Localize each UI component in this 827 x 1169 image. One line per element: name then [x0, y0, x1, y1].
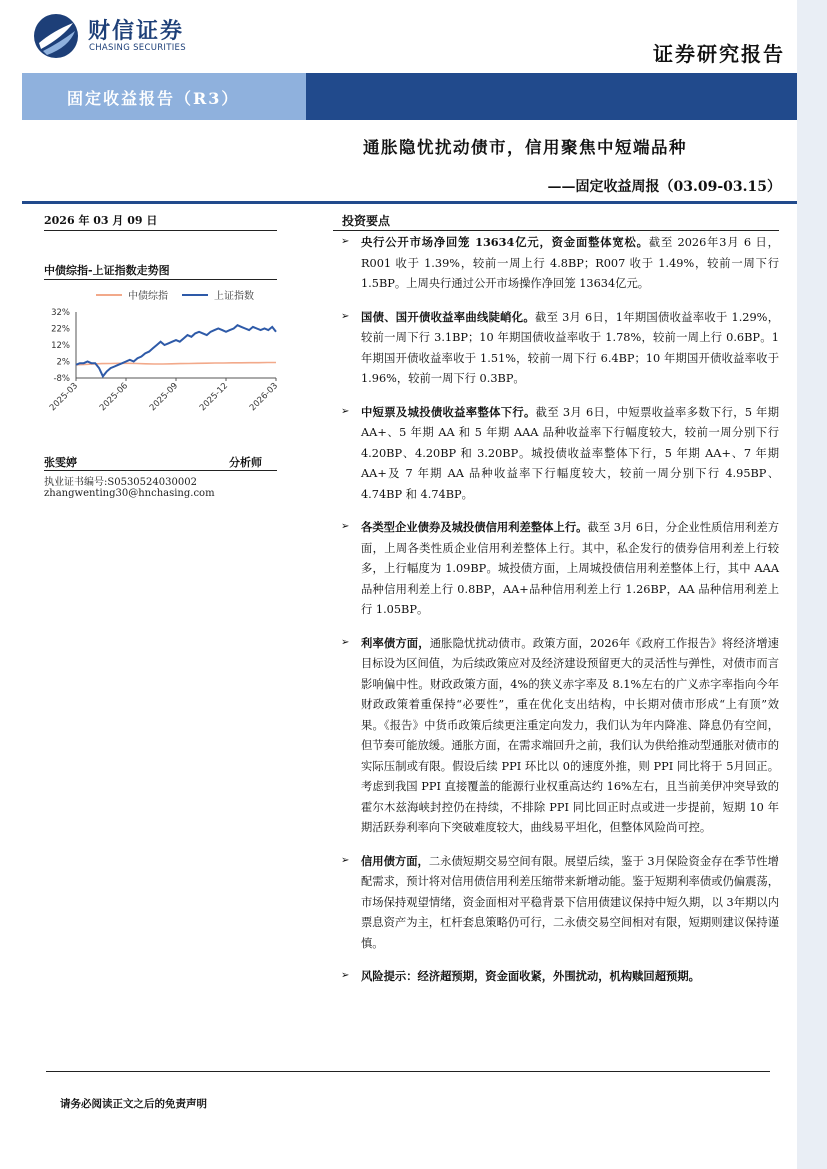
key-point-text: 截至 3月 6日，分企业性质信用利差方面，上周各类性质企业信用利差整体上行。其中，私企发行的债券信用利差上行较多，上行幅度为 1.09BP。城投债方面，上周城投债信用利差整体上行，其中 AAA 品种信用利差上行 0.8BP，AA+品种信用利差上行 1.26BP，AA 品种信用利差上行 1.05BP。 — [361, 521, 779, 616]
key-point-lead: 利率债方面， — [361, 635, 430, 650]
report-title: 通胀隐忧扰动债市，信用聚焦中短端品种 — [363, 138, 687, 157]
analyst-divider — [44, 470, 277, 471]
key-point-text: 通胀隐忧扰动债市。政策方面，2026年《政府工作报告》将经济增速目标设为区间值，为后续政策应对及经济建设预留更大的灵活性与弹性，对债市而言影响偏中性。财政政策方面，4%的狭义赤字率及 8.1%左右的广义赤字率指向今年财政政策着重保持“必要性”，重在优化支出结构，中长期对债市形成“上有顶”效果。《报告》中货币政策后续更注重定向发力，我们认为年内降准、降息仍有空间，但节奏可能放缓。通胀方面，在需求端回升之前，我们认为供给推动型通胀对债市的实际压制或有限。假设后续 PPI 环比以 0的速度外推，则 PPI 同比将于 5月回正。考虑到我国 PPI 直接覆盖的能源行业权重高达约 16%左右，且当前美伊冲突导致的霍尔木兹海峡封控仍在持续，不排除 PPI 同比回正时点或进一步提前，短期 10 年期活跃券利率向下突破难度较大，曲线易平坦化，但整体风险尚可控。 — [361, 636, 779, 834]
x-tick-label: 2025-03 — [47, 381, 81, 414]
x-tick-label: 2025-12 — [197, 381, 231, 414]
analyst-license: 执业证书编号:S0530524030002 — [44, 477, 197, 488]
y-tick-label: 32% — [51, 308, 70, 318]
x-tick-label: 2025-06 — [97, 381, 131, 414]
key-point-lead: 中短票及城投债收益率整体下行。 — [361, 404, 536, 419]
key-point-text: 二永债短期交易空间有限。展望后续，鉴于 3月保险资金存在季节性增配需求，预计将对信用债信用利差压缩带来新增动能。鉴于短期利率债或仍偏震荡，市场保持观望情绪，资金面相对平稳背景下信用债建议保持中短久期，以 3年期以内票息资产为主，杠杆套息策略仍可行，二永债交易空间相对有限，短期则建议保持谨慎。 — [361, 854, 779, 950]
arrow-bullet-icon: ➢ — [341, 854, 350, 866]
key-point-item — [333, 517, 779, 621]
section-title: 投资要点 — [342, 214, 391, 228]
key-point-item — [333, 851, 779, 955]
x-tick-label: 2026-03 — [247, 381, 281, 414]
key-point-lead: 信用债方面， — [361, 853, 429, 868]
analyst-email: zhangwenting30@hnchasing.com — [44, 488, 215, 499]
key-point-lead: 风险提示：经济超预期，资金面收紧，外围扰动，机构赎回超预期。 — [361, 969, 700, 983]
chart-title-divider — [44, 279, 277, 280]
x-tick-label: 2025-09 — [147, 381, 181, 414]
key-point-text: 截至 2026年3月 6 日，R001 收于 1.39%，较前一周上行 4.8BP；R007 收于 1.49%，较前一周下行 1.5BP。上周央行通过公开市场操作净回笼 13634亿元。 — [361, 236, 779, 290]
y-tick-label: -8% — [53, 374, 70, 384]
legend-label-0: 中债综指 — [128, 291, 168, 302]
footer-divider — [46, 1071, 770, 1072]
arrow-bullet-icon: ➢ — [341, 521, 350, 532]
report-type-label: 证券研究报告 — [653, 42, 785, 66]
header-divider — [22, 201, 797, 204]
key-point-item — [333, 633, 779, 839]
key-point-text: 截至 3月 6日，1年期国债收益率收于 1.29%，较前一周下行 3.1BP；10 年期国债收益率收于 1.78%，较前一周上行 0.6BP。1年期国开债收益率收于 1.51%，较前一周下行 6.4BP；10 年期国开债收益率收于 1.96%，较前一周下行 0.3BP。 — [361, 310, 779, 385]
arrow-bullet-icon: ➢ — [341, 970, 350, 981]
company-logo-icon — [33, 13, 79, 59]
key-point-item — [333, 232, 779, 295]
key-point-item — [333, 307, 779, 390]
key-point-item — [333, 402, 779, 506]
key-point-lead: 国债、国开债收益率曲线陡峭化。 — [361, 309, 535, 324]
key-point-text: 截至 3月 6日，中短票收益率多数下行，5 年期 AA+、5 年期 AA 和 5 年期 AAA 品种收益率下行幅度较大，较前一周分别下行 4.20BP、4.20BP 和 3.20BP。城投债收益率整体下行，5 年期 AA+、7 年期 AA+及 7 年期 AA 品种收益率下行幅度较大，较前一周分别下行 4.95BP、4.74BP 和 4.74BP。 — [361, 405, 779, 501]
y-tick-label: 2% — [56, 357, 70, 368]
report-date: 2026 年 03 月 09 日 — [44, 214, 158, 227]
index-trend-chart — [38, 282, 283, 444]
key-point-lead: 央行公开市场净回笼 13634亿元，资金面整体宽松。 — [361, 235, 649, 249]
arrow-bullet-icon: ➢ — [341, 405, 350, 417]
brand-name-cn: 财信证券 — [88, 19, 185, 44]
arrow-bullet-icon: ➢ — [341, 236, 350, 247]
chart-title: 中债综指-上证指数走势图 — [44, 264, 170, 277]
key-point-lead: 各类型企业债券及城投债信用利差整体上行。 — [361, 520, 588, 534]
key-point-item — [333, 966, 779, 988]
series-line-sse-index — [76, 325, 276, 376]
arrow-bullet-icon: ➢ — [341, 310, 350, 322]
arrow-bullet-icon: ➢ — [341, 636, 350, 648]
series-line-bond-index — [76, 363, 276, 365]
analyst-name: 张雯婷 — [44, 456, 77, 469]
disclaimer-note: 请务必阅读正文之后的免责声明 — [60, 1098, 207, 1110]
report-subtitle: ——固定收益周报（03.09-03.15） — [547, 179, 781, 195]
brand-name-en: CHASING SECURITIES — [89, 43, 186, 53]
analyst-role: 分析师 — [229, 456, 262, 469]
banner-title: 固定收益报告（R3） — [67, 89, 240, 108]
legend-label-1: 上证指数 — [214, 291, 254, 302]
key-points-list — [333, 232, 779, 1000]
date-divider — [44, 230, 277, 231]
decorative-side-strip — [797, 0, 827, 1169]
section-divider — [333, 230, 779, 231]
y-tick-label: 12% — [51, 341, 70, 351]
y-tick-label: 22% — [51, 324, 70, 335]
